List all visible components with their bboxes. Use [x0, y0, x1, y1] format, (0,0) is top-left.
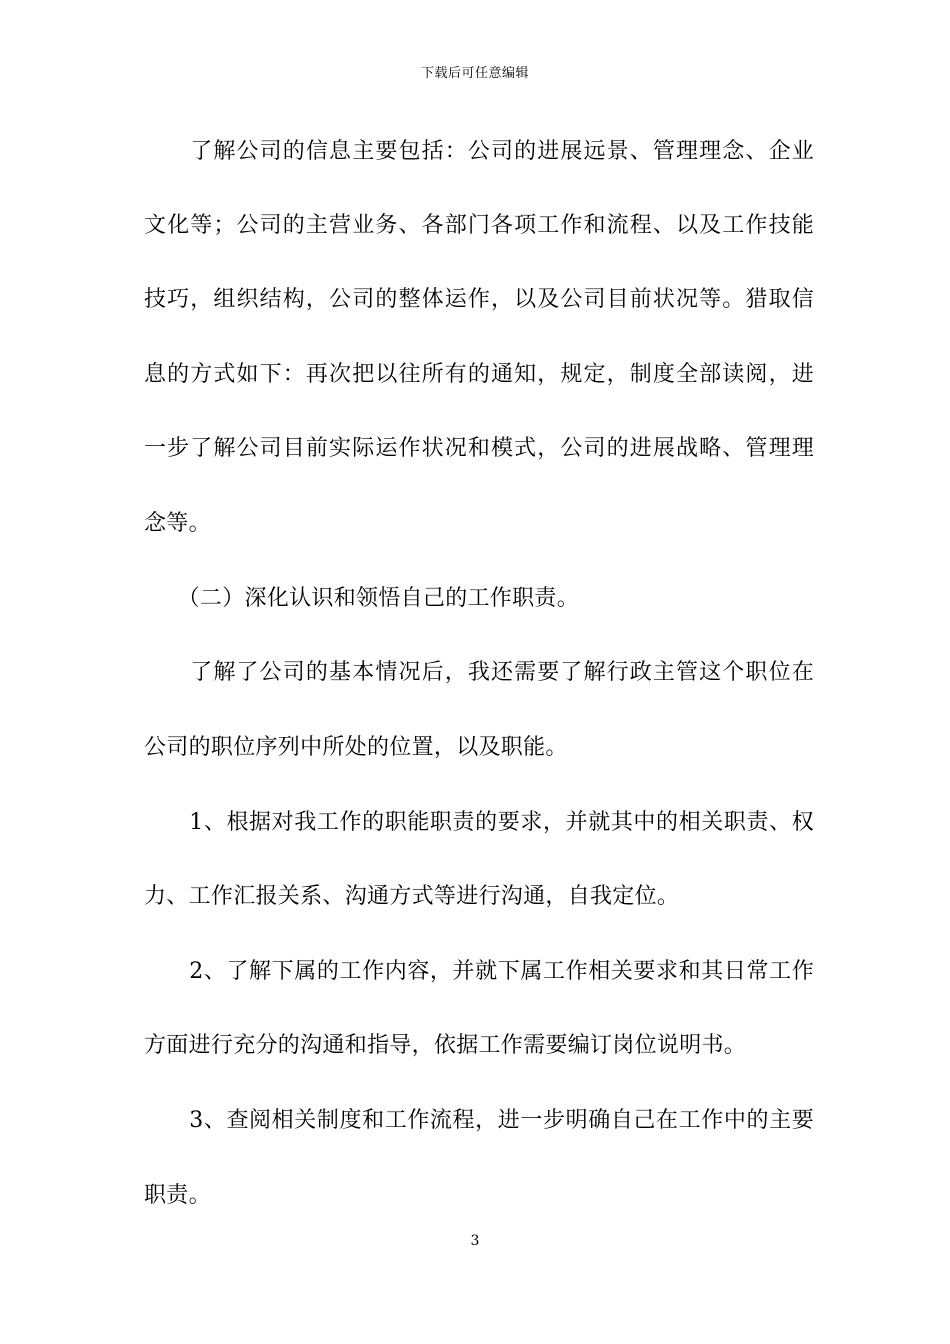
- list-item: 1、根据对我工作的职能职责的要求，并就其中的相关职责、权: [144, 810, 814, 835]
- text-line: 公司的职位序列中所处的位置，以及职能。: [144, 735, 568, 760]
- text-line: 文化等；公司的主营业务、各部门各项工作和流程、以及工作技能: [144, 213, 814, 238]
- text-line: 力、工作汇报关系、沟通方式等进行沟通，自我定位。: [144, 884, 680, 909]
- text-line: 息的方式如下：再次把以往所有的通知，规定，制度全部读阅，进: [144, 362, 814, 387]
- text-line: 了解公司的信息主要包括：公司的进展远景、管理理念、企业: [144, 139, 814, 164]
- text-line: 职责。: [144, 1183, 211, 1208]
- page-header: 下载后可任意编辑: [420, 66, 529, 81]
- text-line: 方面进行充分的沟通和指导，依据工作需要编订岗位说明书。: [144, 1033, 747, 1058]
- text-line: 一步了解公司目前实际运作状况和模式，公司的进展战略、管理理: [144, 436, 814, 461]
- text-line: 了解了公司的基本情况后，我还需要了解行政主管这个职位在: [144, 660, 814, 685]
- text-line: 技巧，组织结构，公司的整体运作，以及公司目前状况等。猎取信: [144, 287, 814, 312]
- text-line: 念等。: [144, 511, 211, 536]
- section-heading: （二）深化认识和领悟自己的工作职责。: [144, 586, 580, 611]
- list-item: 3、查阅相关制度和工作流程，进一步明确自己在工作中的主要: [144, 1108, 814, 1133]
- page-number: 3: [470, 1233, 480, 1249]
- list-item: 2、了解下属的工作内容，并就下属工作相关要求和其日常工作: [144, 959, 814, 984]
